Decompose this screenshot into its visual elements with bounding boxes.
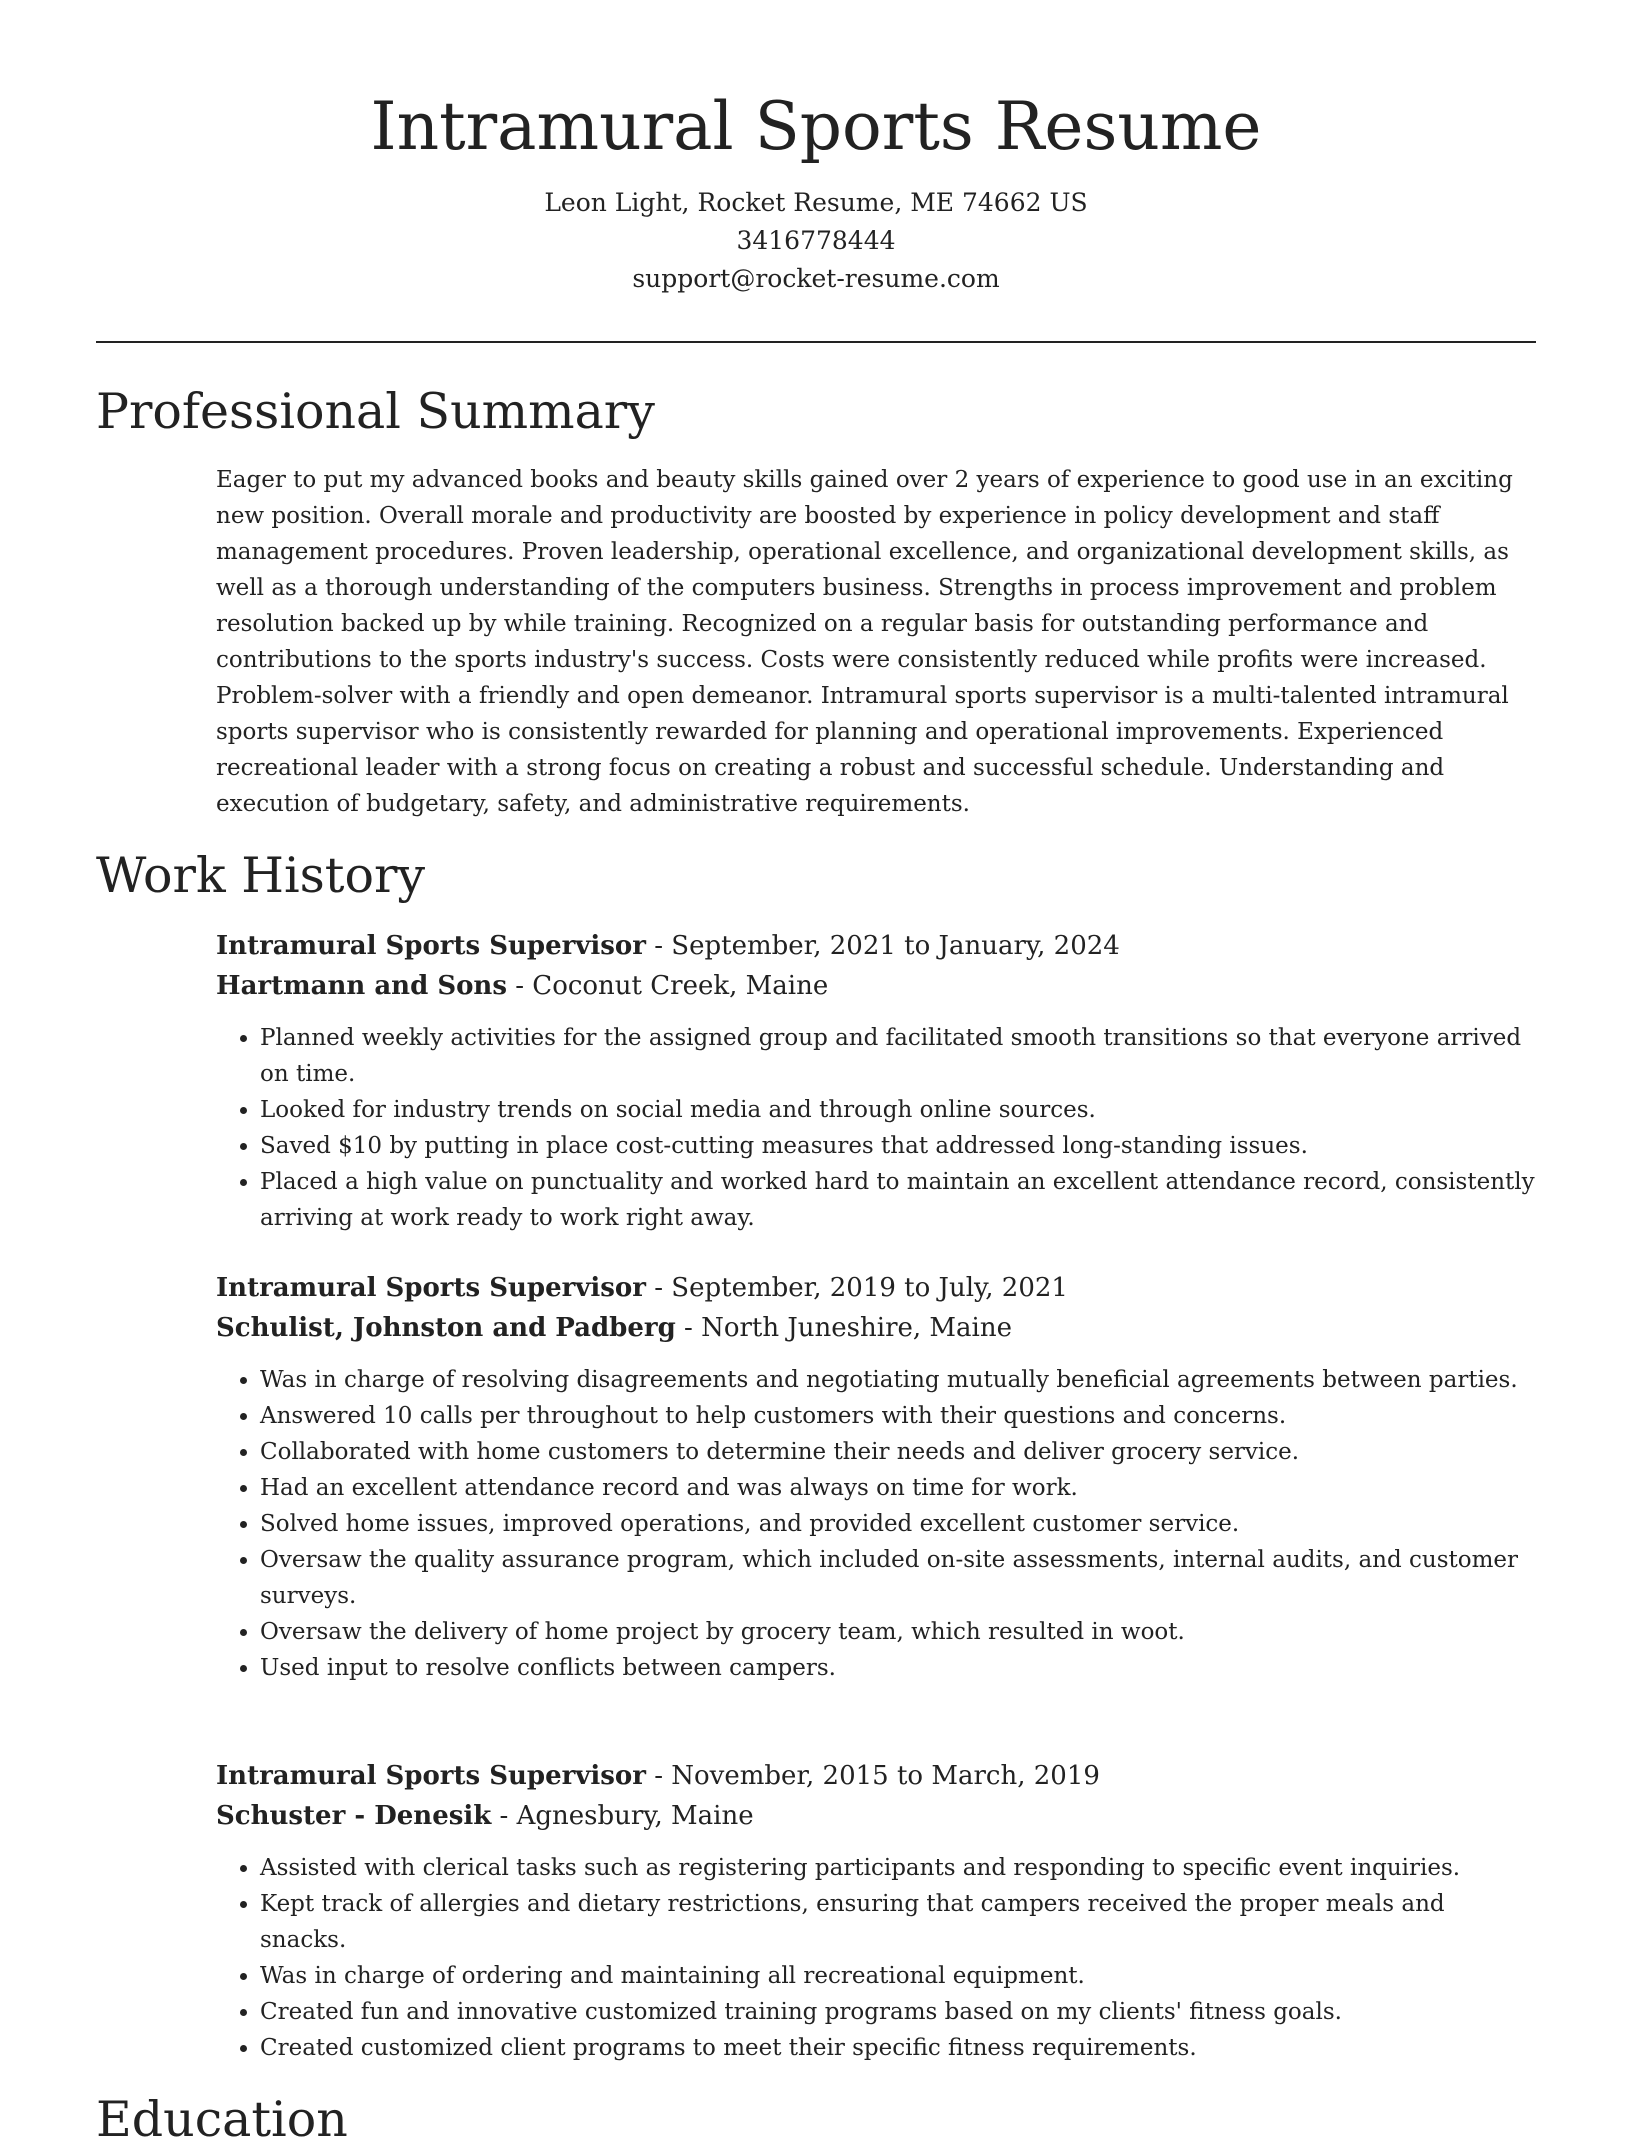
summary-text: Eager to put my advanced books and beauty skills gained over 2 years of experience to good use in an exciting new position. Overall morale and productivity are boosted by experience in policy development and staff management procedures. Proven leadership, operational excellence, and organizational development skills, as well as a thorough understanding of the computers business. Strengths in process improvement and problem resolution backed up by while training. Recognized on a regular basis for outstanding performance and contributions to the sports industry's success. Costs were consistently reduced while profits were increased. Problem-solver with a friendly and open demeanor. Intramural sports supervisor is a multi-talented intramural sports supervisor who is consistently rewarded for planning and operational improvements. Experienced recreational leader with a strong focus on creating a robust and successful schedule. Understanding and execution of budgetary, safety, and administrative requirements. [216, 467, 1513, 817]
job-bullet: • Kept track of allergies and dietary restrictions, ensuring that campers received the proper meals and snacks. [260, 1886, 1536, 1958]
contact-phone: 3416778444 [736, 226, 896, 255]
job-entry [216, 1756, 1536, 2066]
job-bullet: • Created customized client programs to meet their specific fitness requirements. [260, 2030, 1536, 2066]
job-location: - Coconut Creek, Maine [506, 971, 829, 1001]
job-location: - Agnesbury, Maine [491, 1801, 754, 1831]
job-bullet: • Looked for industry trends on social media and through online sources. [260, 1092, 1536, 1128]
contact-info [96, 184, 1536, 298]
job-company-line [216, 1308, 1536, 1348]
job-bullet: • Saved $10 by putting in place cost-cutting measures that addressed long-standing issues. [260, 1128, 1536, 1164]
job-title-line [216, 1268, 1536, 1308]
job-title: Intramural Sports Supervisor [216, 931, 646, 961]
job-dates: - November, 2015 to March, 2019 [645, 1761, 1100, 1791]
job-company-line [216, 966, 1536, 1006]
job-company: Schulist, Johnston and Padberg [216, 1313, 676, 1343]
job-entry [216, 1268, 1536, 1686]
job-title-line [216, 926, 1536, 966]
job-title-line [216, 1756, 1536, 1796]
job-location: - North Juneshire, Maine [675, 1313, 1013, 1343]
job-bullets [216, 1850, 1536, 2066]
job-bullet: • Was in charge of ordering and maintaining all recreational equipment. [260, 1958, 1536, 1994]
summary-heading: Professional Summary [96, 383, 655, 440]
header-divider [96, 341, 1536, 343]
education-heading: Education [96, 2091, 348, 2148]
job-company: Schuster - Denesik [216, 1801, 492, 1831]
job-dates: - September, 2019 to July, 2021 [645, 1273, 1068, 1303]
job-bullet: • Answered 10 calls per throughout to help customers with their questions and concerns. [260, 1398, 1536, 1434]
job-title: Intramural Sports Supervisor [216, 1761, 646, 1791]
job-bullet: • Created fun and innovative customized training programs based on my clients' fitness goals. [260, 1994, 1536, 2030]
job-title: Intramural Sports Supervisor [216, 1273, 646, 1303]
job-bullet: • Used input to resolve conflicts between campers. [260, 1650, 1536, 1686]
contact-address: Leon Light, Rocket Resume, ME 74662 US [544, 188, 1088, 217]
job-bullet: • Assisted with clerical tasks such as registering participants and responding to specific event inquiries. [260, 1850, 1536, 1886]
job-bullet: • Was in charge of resolving disagreements and negotiating mutually beneficial agreements between parties. [260, 1362, 1536, 1398]
job-company-line [216, 1796, 1536, 1836]
job-dates: - September, 2021 to January, 2024 [645, 931, 1120, 961]
contact-email: support@rocket-resume.com [632, 264, 1000, 293]
resume-header [96, 82, 1536, 298]
work-history-heading: Work History [96, 847, 426, 904]
job-bullet: • Oversaw the delivery of home project by grocery team, which resulted in woot. [260, 1614, 1536, 1650]
job-bullets [216, 1362, 1536, 1686]
page-title: Intramural Sports Resume [370, 88, 1262, 165]
job-entry [216, 926, 1536, 1236]
job-bullet: • Planned weekly activities for the assigned group and facilitated smooth transitions so that everyone arrived on time. [260, 1020, 1536, 1092]
job-bullet: • Had an excellent attendance record and was always on time for work. [260, 1470, 1536, 1506]
job-bullet: • Placed a high value on punctuality and worked hard to maintain an excellent attendance record, consistently arriving at work ready to work right away. [260, 1164, 1536, 1236]
job-company: Hartmann and Sons [216, 971, 507, 1001]
job-bullets [216, 1020, 1536, 1236]
job-bullet: • Collaborated with home customers to determine their needs and deliver grocery service. [260, 1434, 1536, 1470]
job-bullet: • Oversaw the quality assurance program, which included on-site assessments, internal audits, and customer surveys. [260, 1542, 1536, 1614]
job-bullet: • Solved home issues, improved operations, and provided excellent customer service. [260, 1506, 1536, 1542]
